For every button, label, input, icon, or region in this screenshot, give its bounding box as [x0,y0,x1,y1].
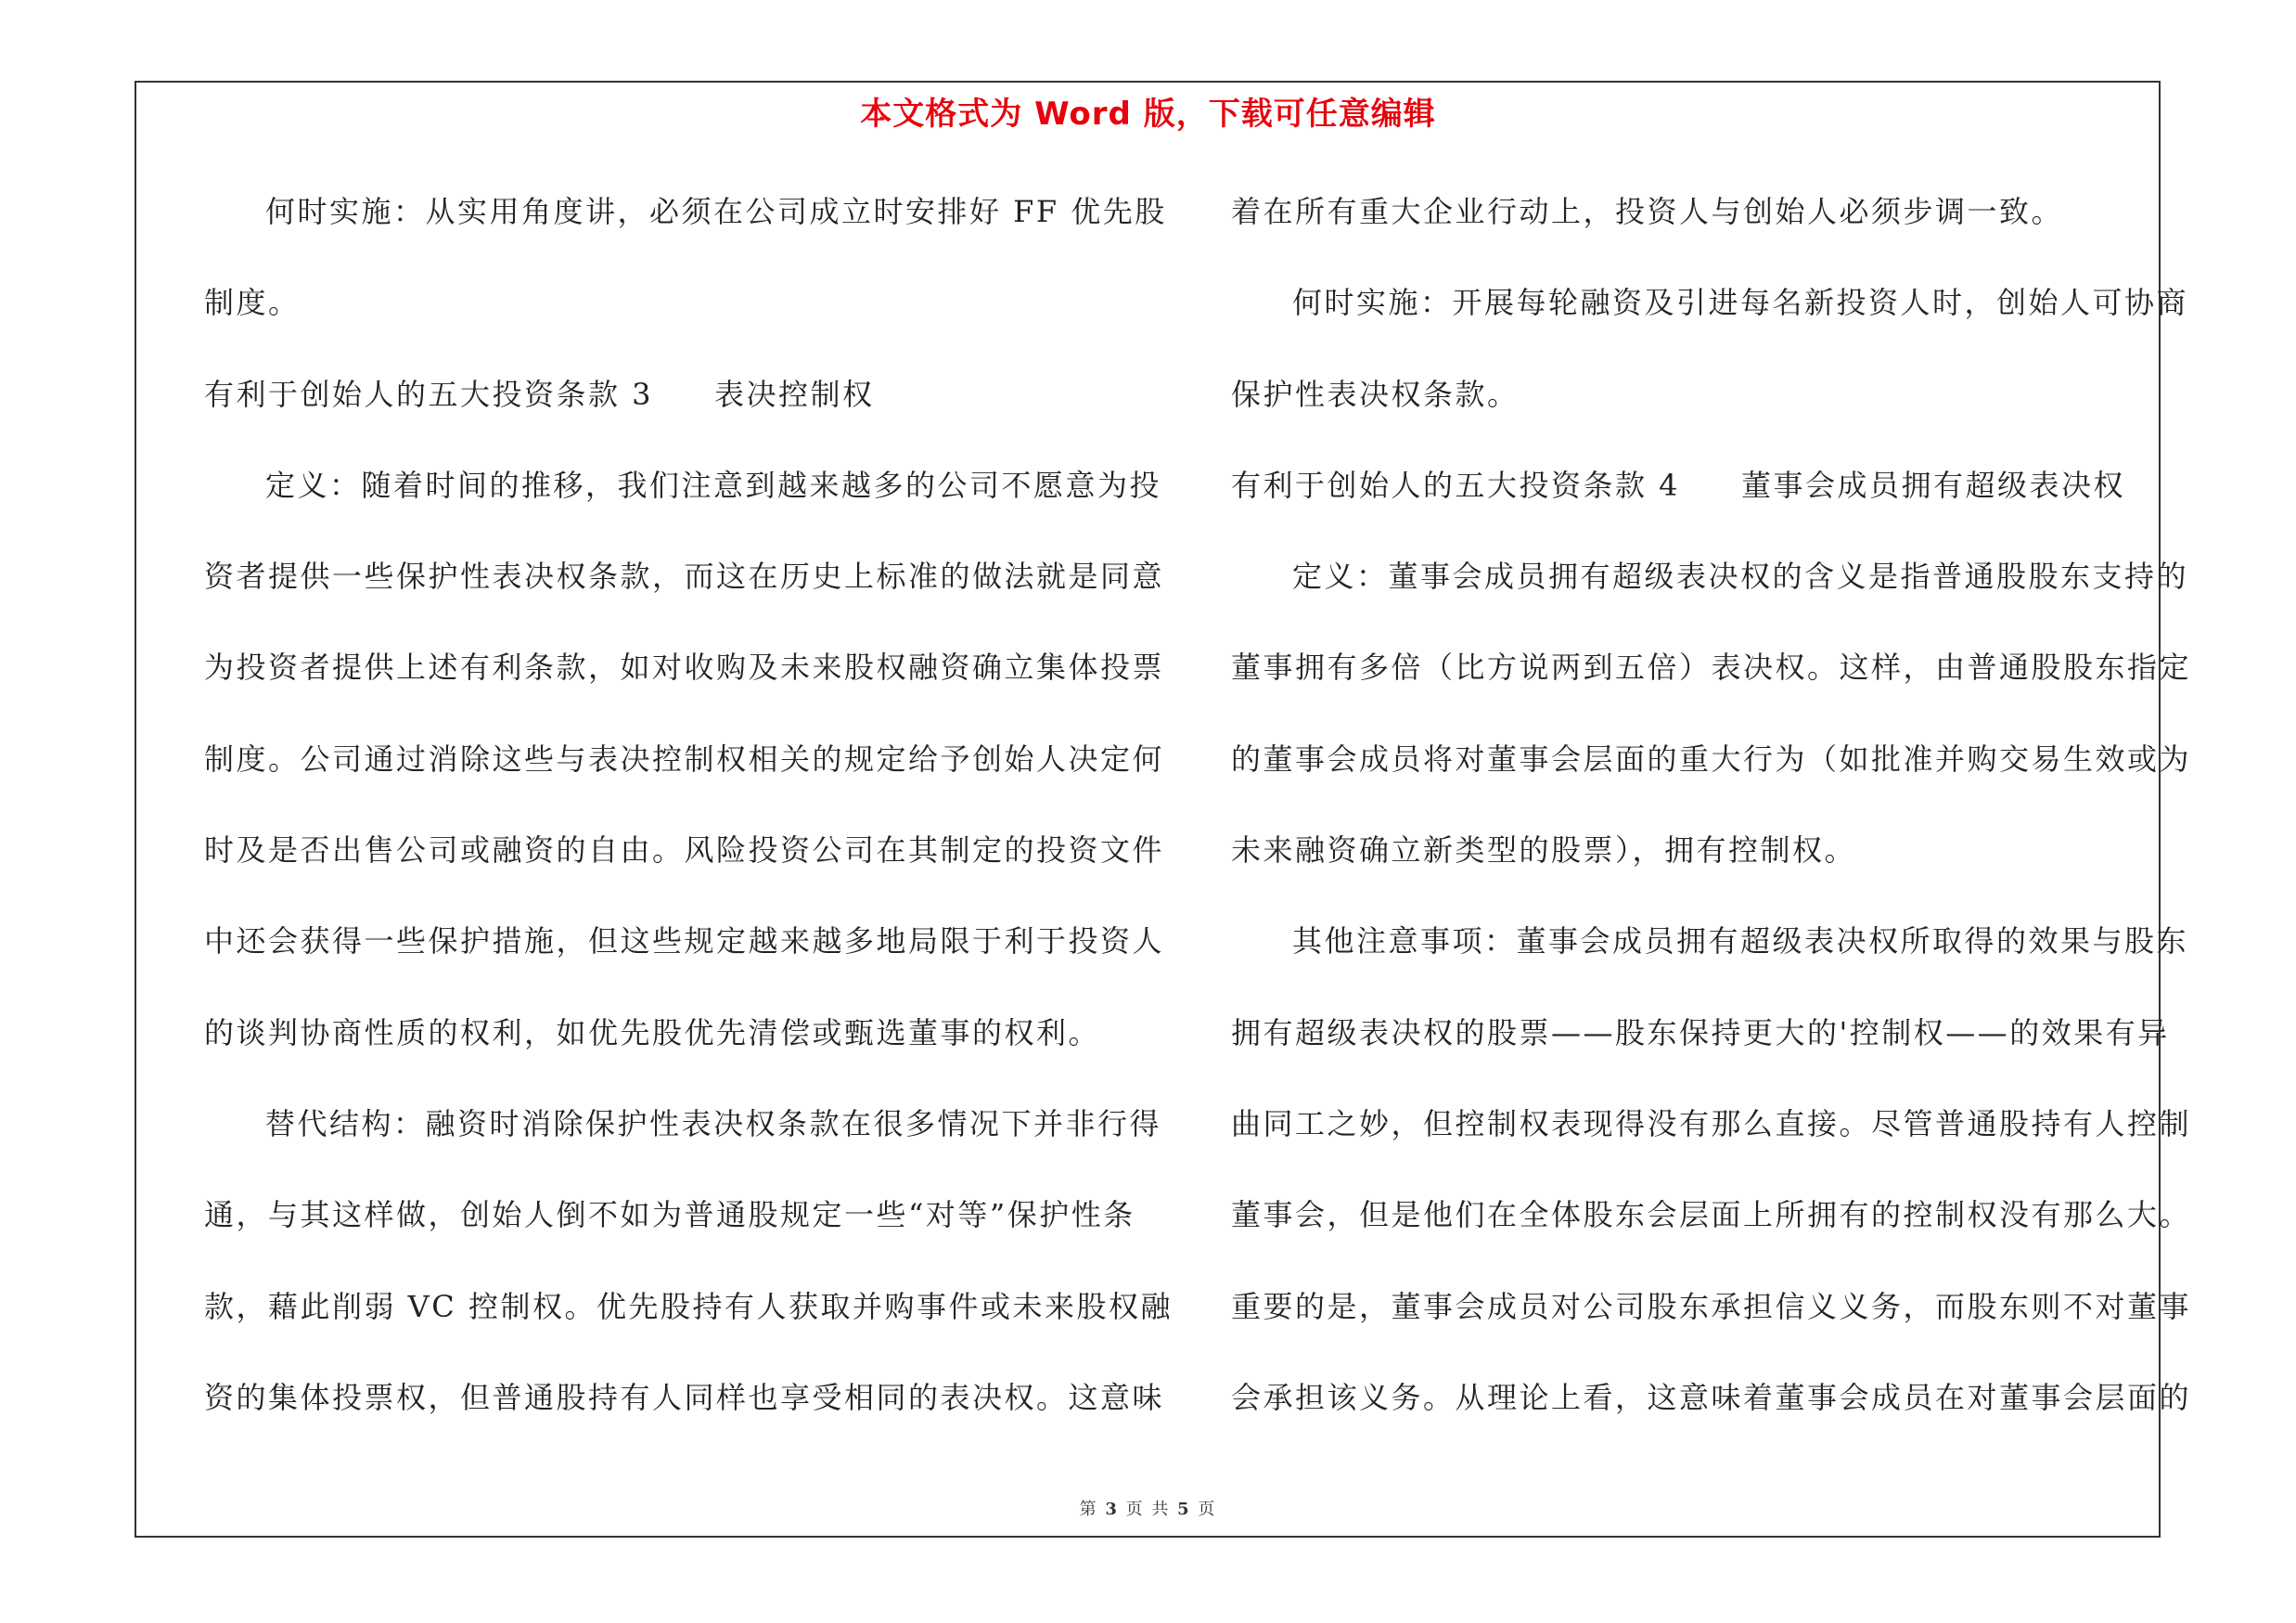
paragraph-line: 重要的是，董事会成员对公司股东承担信义义务，而股东则不对董事 [1231,1288,2192,1324]
left-column [204,184,1173,1461]
paragraph-line: 中还会获得一些保护措施，但这些规定越来越多地局限于利于投资人 [204,923,1165,960]
footer-suffix: 页 [1198,1500,1217,1519]
total-page-count: 5 [1177,1500,1191,1519]
footer-middle: 页 共 [1125,1500,1171,1519]
section-heading [1231,457,2159,548]
paragraph-line: 的董事会成员将对董事会层面的重大行为（如批准并购交易生效或为 [1231,741,2192,777]
paragraph-line: 保护性表决权条款。 [1231,376,1520,412]
right-column [1231,184,2192,1461]
section-heading-title: 董事会成员拥有超级表决权 [1741,467,2126,503]
paragraph-line: 未来融资确立新类型的股票），拥有控制权。 [1231,832,1857,869]
paragraph-line: 时及是否出售公司或融资的自由。风险投资公司在其制定的投资文件 [204,832,1165,869]
section-heading-label: 有利于创始人的五大投资条款 4 [1231,467,1681,503]
paragraph-line: 替代结构：融资时消除保护性表决权条款在很多情况下并非行得 [265,1105,1162,1141]
paragraph-line: 曲同工之妙，但控制权表现得没有那么直接。尽管普通股持有人控制 [1231,1105,2192,1141]
footer-prefix: 第 [1079,1500,1098,1519]
paragraph-line: 定义：随着时间的推移，我们注意到越来越多的公司不愿意为投 [265,467,1162,503]
paragraph-line: 通，与其这样做，创始人倒不如为普通股规定一些“对等”保护性条 [204,1197,1135,1233]
paragraph-line: 董事拥有多倍（比方说两到五倍）表决权。这样，由普通股股东指定 [1231,650,2192,686]
paragraph-line: 会承担该义务。从理论上看，这意味着董事会成员在对董事会层面的 [1231,1379,2192,1415]
page-number-footer [0,1496,2296,1520]
paragraph-line: 何时实施：从实用角度讲，必须在公司成立时安排好 FF 优先股 [265,194,1167,229]
paragraph-line: 资者提供一些保护性表决权条款，而这在历史上标准的做法就是同意 [204,559,1165,595]
section-heading [204,367,1127,457]
paragraph-line: 其他注意事项：董事会成员拥有超级表决权所取得的效果与股东 [1292,923,2189,960]
paragraph-line: 的谈判协商性质的权利，如优先股优先清偿或甄选董事的权利。 [204,1014,1101,1050]
paragraph-line: 资的集体投票权，但普通股持有人同样也享受相同的表决权。这意味 [204,1379,1165,1415]
paragraph-line: 着在所有重大企业行动上，投资人与创始人必须步调一致。 [1231,194,2064,229]
document-header: 本文格式为 Word 版，下载可任意编辑 [860,96,1436,133]
paragraph-line: 为投资者提供上述有利条款，如对收购及未来股权融资确立集体投票 [204,650,1165,686]
paragraph-line: 拥有超级表决权的股票——股东保持更大的'控制权——的效果有异 [1231,1014,2170,1050]
section-heading-title: 表决控制权 [714,376,875,412]
paragraph-line: 制度。公司通过消除这些与表决控制权相关的规定给予创始人决定何 [204,741,1165,777]
paragraph-line: 制度。 [204,285,301,321]
paragraph-line: 董事会，但是他们在全体股东会层面上所拥有的控制权没有那么大。 [1231,1197,2192,1233]
paragraph-line: 定义：董事会成员拥有超级表决权的含义是指普通股股东支持的 [1292,559,2189,595]
section-heading-label: 有利于创始人的五大投资条款 3 [204,376,654,412]
paragraph-line: 何时实施：开展每轮融资及引进每名新投资人时，创始人可协商 [1292,285,2189,321]
paragraph-line: 款，藉此削弱 VC 控制权。优先股持有人获取并购事件或未来股权融 [204,1288,1173,1324]
current-page-number: 3 [1105,1500,1119,1519]
